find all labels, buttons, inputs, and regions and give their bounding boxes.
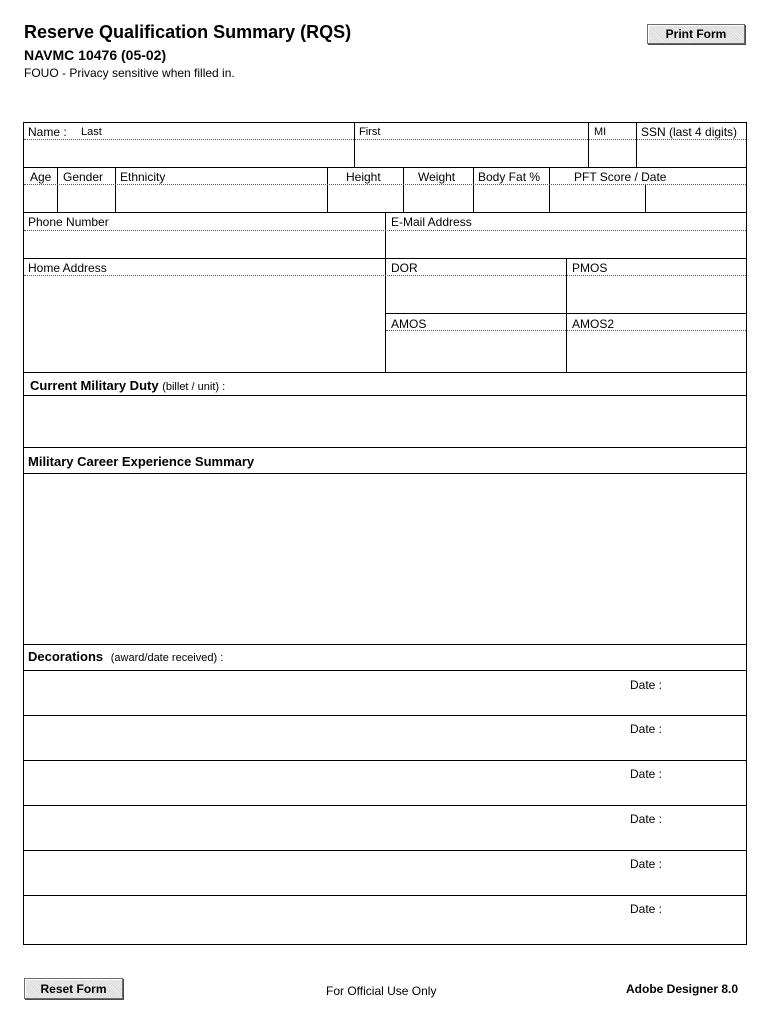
dor-field[interactable] [386,276,566,313]
amos2-field[interactable] [567,331,746,372]
amos-label: AMOS [391,317,427,331]
pft-label: PFT Score / Date [574,170,667,184]
decoration-date-label-6: Date : [630,902,663,916]
mi-label: MI [594,126,607,138]
gender-label: Gender [63,170,104,184]
age-field[interactable] [24,185,57,212]
home-address-field[interactable] [24,276,385,372]
bodyfat-field[interactable] [474,185,549,212]
first-name-label: First [359,126,381,138]
reset-form-button[interactable]: Reset Form [24,978,123,999]
decorations-title: Decorations [28,649,104,664]
phone-label: Phone Number [28,215,109,229]
last-name-field[interactable] [24,140,354,167]
form-number: NAVMC 10476 (05-02) [24,47,167,63]
weight-label: Weight [418,170,456,184]
decoration-date-label-3: Date : [630,767,663,781]
dor-label: DOR [391,261,418,275]
current-duty-field[interactable] [24,396,746,447]
name-label: Name : [28,125,67,139]
gender-field[interactable] [58,185,115,212]
career-summary-heading: Military Career Experience Summary [28,454,255,469]
current-duty-note: (billet / unit) : [162,381,226,393]
career-summary-field[interactable] [24,474,746,644]
phone-field[interactable] [24,231,385,258]
designer-credit: Adobe Designer 8.0 [626,982,739,996]
official-use-text: For Official Use Only [326,984,437,998]
home-address-label: Home Address [28,261,107,275]
pft-date-field[interactable] [646,185,746,212]
ssn-label: SSN (last 4 digits) [641,125,738,139]
weight-field[interactable] [404,185,473,212]
first-name-field[interactable] [355,140,588,167]
age-label: Age [30,170,52,184]
email-label: E-Mail Address [391,215,472,229]
privacy-notice: FOUO - Privacy sensitive when filled in. [24,66,235,80]
pmos-label: PMOS [572,261,608,275]
height-label: Height [346,170,381,184]
pmos-field[interactable] [567,276,746,313]
decoration-date-label-2: Date : [630,722,663,736]
amos-field[interactable] [386,331,566,372]
decorations-note: (award/date received) : [110,652,224,664]
email-field[interactable] [386,231,746,258]
decoration-date-label-4: Date : [630,812,663,826]
height-field[interactable] [328,185,403,212]
mi-field[interactable] [589,140,636,167]
bodyfat-label: Body Fat % [478,170,541,184]
current-duty-heading [30,378,225,395]
current-duty-title: Current Military Duty [30,378,159,393]
ethnicity-label: Ethnicity [120,170,166,184]
ssn-field[interactable] [637,140,746,167]
ethnicity-field[interactable] [116,185,327,212]
print-form-button[interactable]: Print Form [647,24,745,44]
decorations-heading [28,649,223,666]
decoration-date-label-1: Date : [630,678,663,692]
form-title: Reserve Qualification Summary (RQS) [24,22,352,42]
last-name-label: Last [81,126,102,138]
pft-score-field[interactable] [550,185,645,212]
amos2-label: AMOS2 [572,317,615,331]
decoration-date-label-5: Date : [630,857,663,871]
